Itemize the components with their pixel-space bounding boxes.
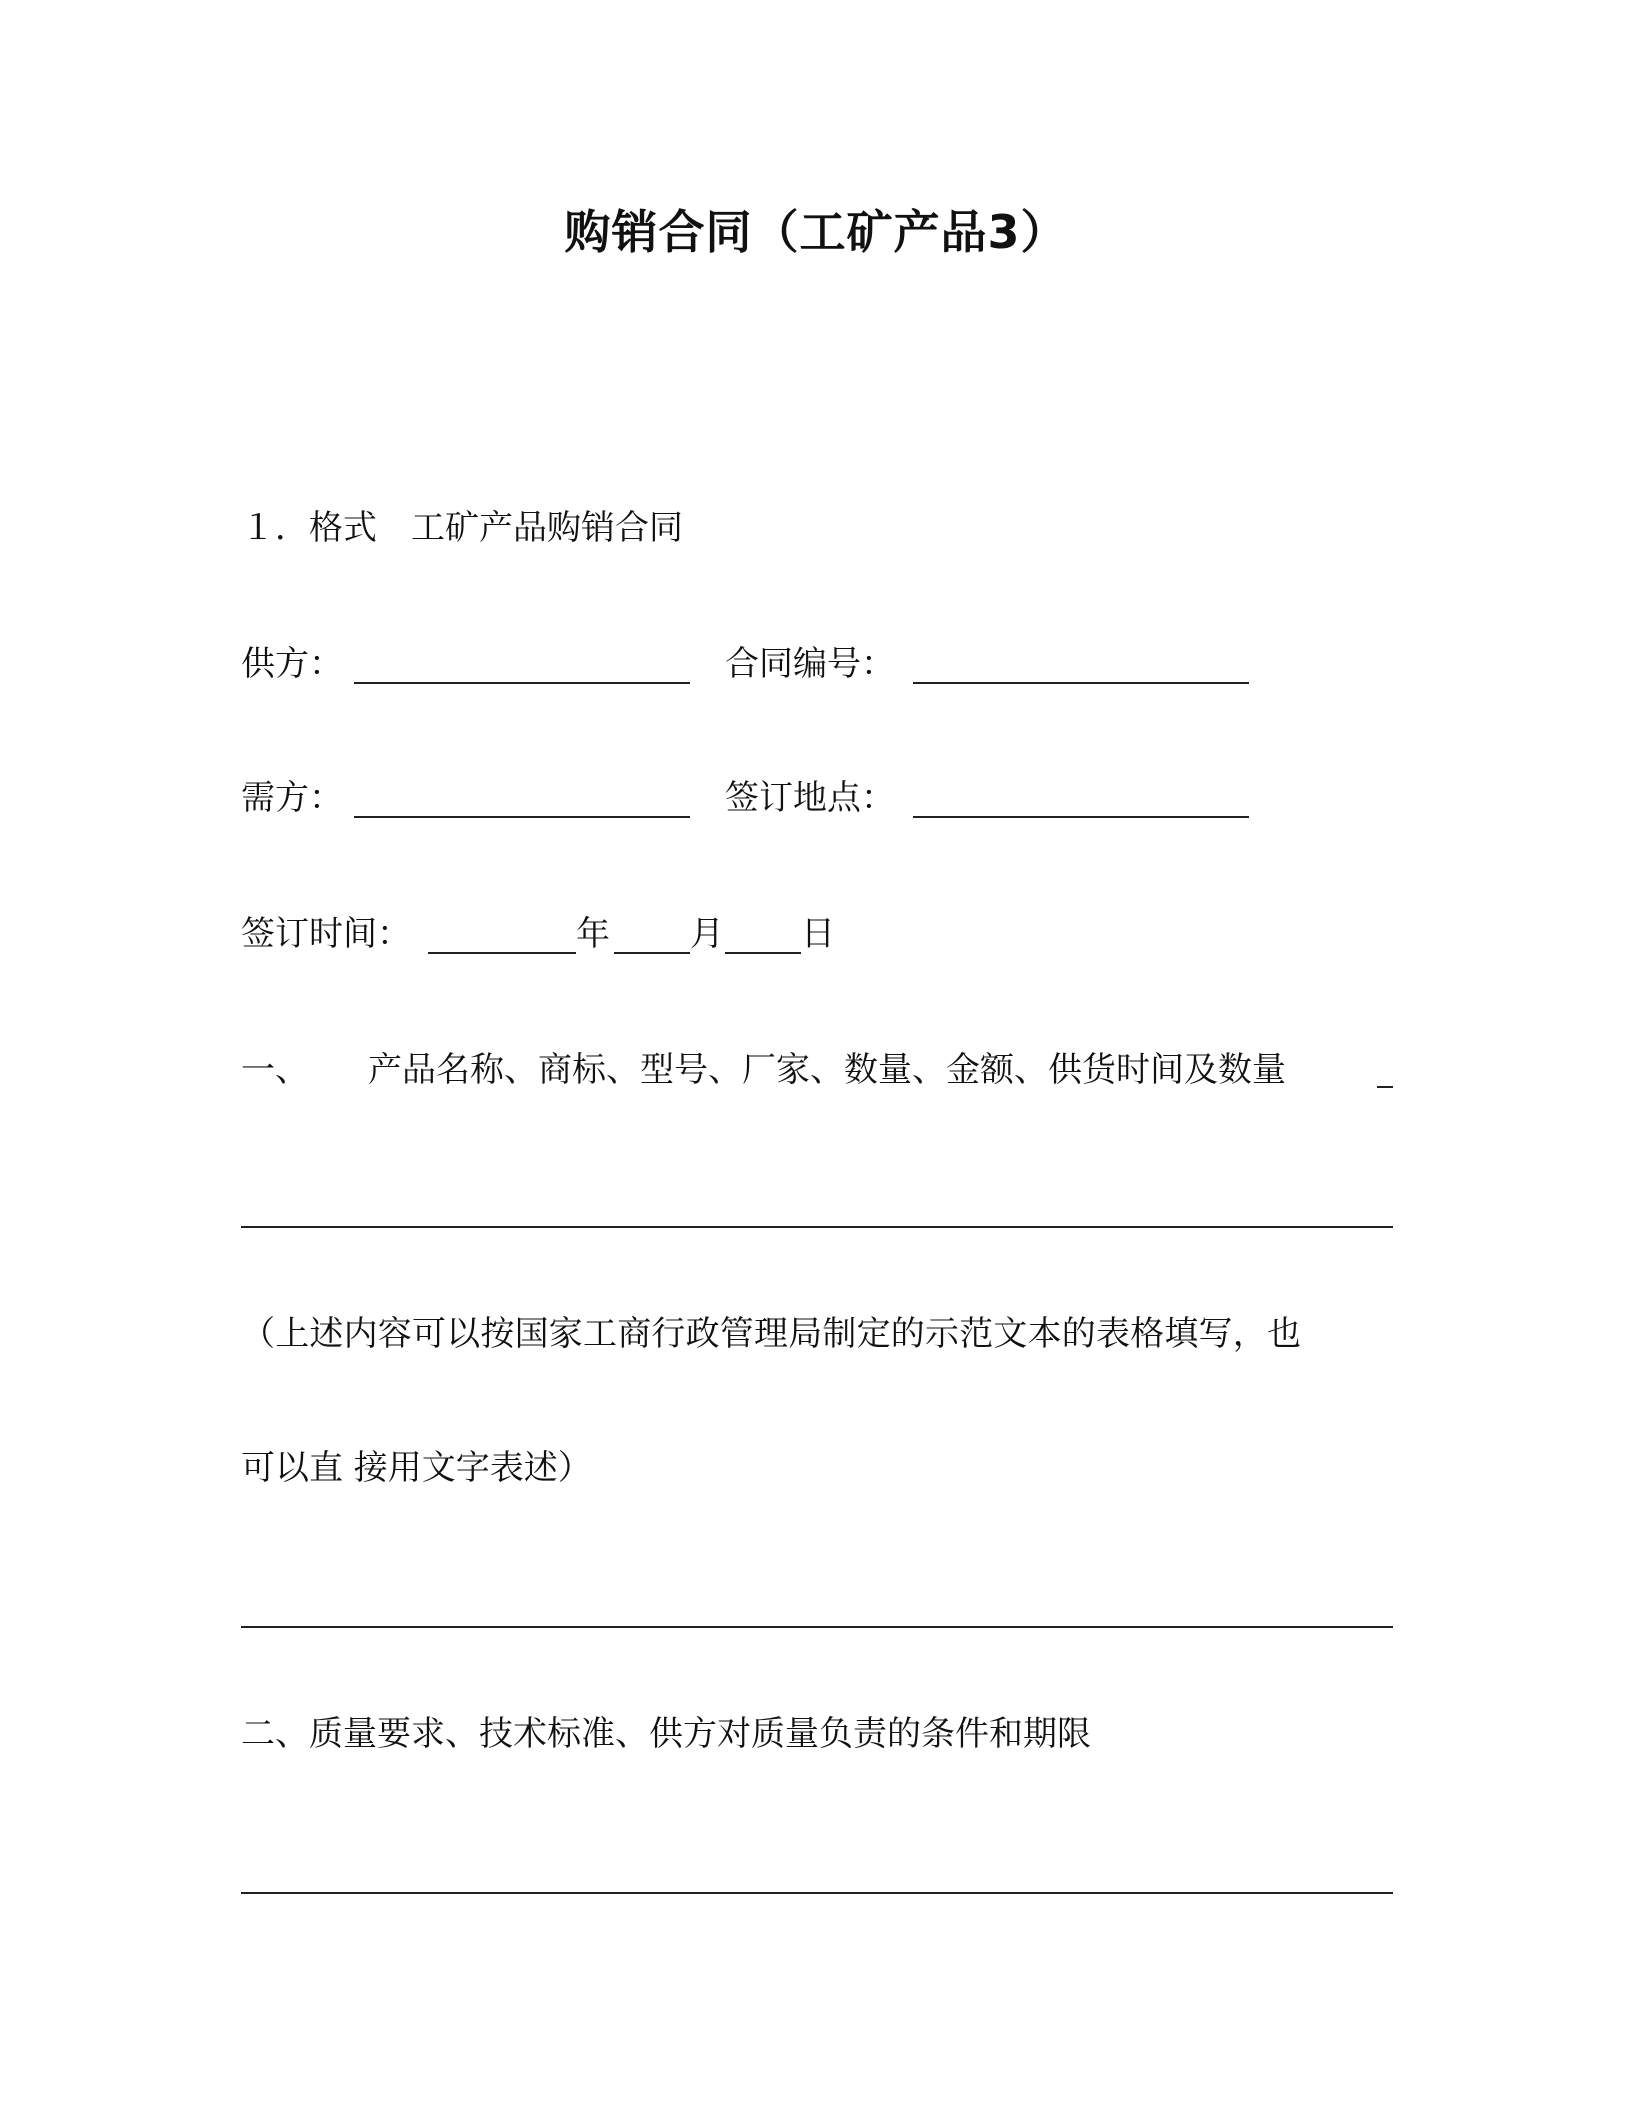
- day-label: 日: [801, 914, 835, 954]
- section2-fill-line[interactable]: [241, 1892, 1393, 1894]
- page-title: 购销合同（工矿产品3）: [564, 205, 1068, 259]
- supplier-field[interactable]: [354, 648, 690, 684]
- sign-time-label: 签订时间：: [241, 914, 411, 954]
- supplier-label: 供方：: [241, 644, 343, 684]
- buyer-field[interactable]: [354, 782, 690, 818]
- section1-text: 产品名称、商标、型号、厂家、数量、金额、供货时间及数量: [368, 1050, 1286, 1090]
- sign-place-row: [725, 770, 895, 819]
- contract-no-field[interactable]: [913, 648, 1249, 684]
- sign-place-label: 签订地点：: [725, 778, 895, 818]
- note-line-2: 可以直 接用文字表述）: [241, 1448, 592, 1488]
- section1-number: 一、: [241, 1050, 309, 1090]
- month-label: 月: [690, 914, 724, 954]
- format-heading: １．格式 工矿产品购销合同: [241, 508, 683, 548]
- section1-fill-line[interactable]: [241, 1226, 1393, 1228]
- month-field[interactable]: [614, 918, 690, 954]
- day-field[interactable]: [725, 918, 801, 954]
- note-fill-line[interactable]: [241, 1626, 1393, 1628]
- supplier-row: [241, 636, 343, 685]
- section1-trailing-blank[interactable]: [1377, 1052, 1393, 1088]
- note-line-1: （上述内容可以按国家工商行政管理局制定的示范文本的表格填写，也: [241, 1314, 1302, 1354]
- section2-heading: 二、质量要求、技术标准、供方对质量负责的条件和期限: [241, 1714, 1091, 1754]
- sign-place-field[interactable]: [913, 782, 1249, 818]
- contract-no-label: 合同编号：: [725, 644, 895, 684]
- buyer-label: 需方：: [241, 778, 343, 818]
- buyer-row: [241, 770, 343, 819]
- year-label: 年: [576, 914, 610, 954]
- year-field[interactable]: [428, 918, 576, 954]
- contract-no-row: [725, 636, 895, 685]
